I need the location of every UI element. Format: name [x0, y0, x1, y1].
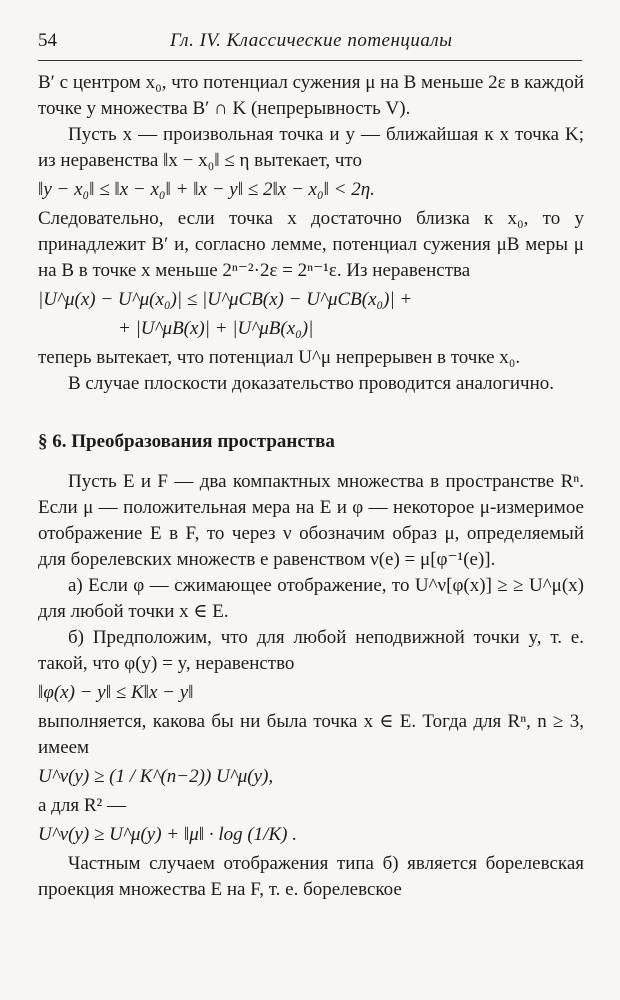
- formula-potential-difference: |U^μ(x) − U^μ(x₀)| ≤ |U^μCB(x) − U^μCB(x₀)| +: [38, 289, 413, 310]
- paragraph-item-b: б) Предположим, что для любой неподвижной точки y, т. е. такой, что φ(y) = y, неравенство: [38, 627, 584, 674]
- formula-lipschitz: ‖φ(x) − y‖ ≤ K‖x − y‖: [38, 682, 194, 703]
- paragraph: Пусть x — произвольная точка и y — ближайшая к x точка K; из неравенства ‖x − x₀‖ ≤ η вытекает, что: [38, 124, 584, 171]
- page-number: 54: [38, 30, 57, 51]
- paragraph: Следовательно, если точка x достаточно близка к x₀, то y принадлежит B′ и, согласно лемме, потенциал сужения μB меры μ на B в точке x меньше 2ⁿ⁻²·2ε = 2ⁿ⁻¹ε. Из неравенства: [38, 208, 584, 281]
- paragraph: выполняется, какова бы ни была точка x ∈ E. Тогда для Rⁿ, n ≥ 3, имеем: [38, 711, 584, 758]
- section-heading: § 6. Преобразования пространства: [38, 431, 335, 452]
- formula-r2: U^ν(y) ≥ U^μ(y) + ‖μ‖ · log (1/K) .: [38, 824, 297, 845]
- formula-rn: U^ν(y) ≥ (1 / K^(n−2)) U^μ(y),: [38, 766, 274, 787]
- paragraph-item-a: а) Если φ — сжимающее отображение, то U^ν[φ(x)] ≥ ≥ U^μ(x) для любой точки x ∈ E.: [38, 575, 584, 622]
- paragraph: Частным случаем отображения типа б) является борелевская проекция множества E на F, т. е. борелевское: [38, 853, 584, 900]
- paragraph-continuation: B′ с центром x₀, что потенциал сужения μ на B меньше 2ε в каждой точке y множества B′ ∩ K (непрерывность V).: [38, 72, 584, 119]
- header-rule: [38, 60, 582, 61]
- paragraph: теперь вытекает, что потенциал U^μ непрерывен в точке x₀.: [38, 347, 521, 368]
- formula-potential-difference-continued: + |U^μB(x)| + |U^μB(x₀)|: [118, 318, 314, 339]
- page-header: [38, 28, 582, 54]
- paragraph: а для R² —: [38, 795, 126, 816]
- running-title: Гл. IV. Классические потенциалы: [170, 30, 453, 51]
- paragraph: В случае плоскости доказательство проводится аналогично.: [68, 373, 555, 394]
- paragraph: Пусть E и F — два компактных множества в пространстве Rⁿ. Если μ — положительная мера на E и φ — некоторое μ-измеримое отображение E в F, то через ν обозначим образ μ, определяемый для борелевских множеств e равенством ν(e) = μ[φ⁻¹(e)].: [38, 471, 584, 570]
- page-body: [38, 70, 584, 903]
- formula-inequality: ‖y − x₀‖ ≤ ‖x − x₀‖ + ‖x − y‖ ≤ 2‖x − x₀‖ < 2η.: [38, 179, 375, 200]
